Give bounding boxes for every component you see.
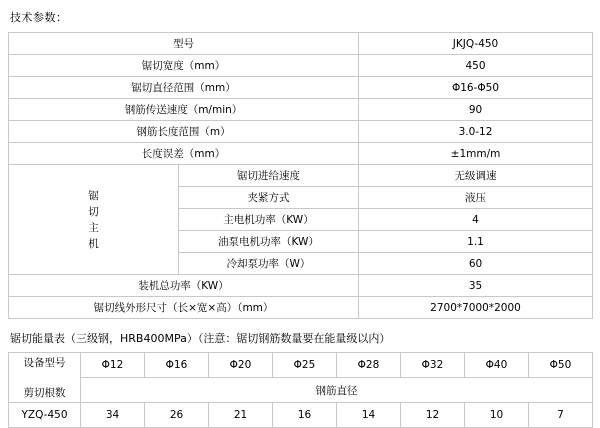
spec-value: 35	[359, 275, 593, 297]
table-row	[9, 143, 593, 165]
energy-diameter-header: Φ12	[81, 353, 145, 378]
spec-label: 长度误差（mm）	[9, 143, 359, 165]
spec-header-model: 型号	[9, 33, 359, 55]
table-row	[9, 121, 593, 143]
energy-count: 12	[401, 403, 465, 428]
spec-label: 冷却泵功率（W）	[179, 253, 359, 275]
table-row	[9, 77, 593, 99]
energy-count: 16	[273, 403, 337, 428]
spec-group-label-text: 锯 切 主 机	[88, 189, 99, 250]
energy-diameter-header: Φ25	[273, 353, 337, 378]
spec-label: 锯切直径范围（mm）	[9, 77, 359, 99]
energy-count: 7	[529, 403, 593, 428]
spec-value: 3.0-12	[359, 121, 593, 143]
spec-value: 450	[359, 55, 593, 77]
table-row	[9, 378, 593, 403]
spec-label: 锯切宽度（mm）	[9, 55, 359, 77]
energy-corner-mid: 剪切根数	[23, 387, 66, 399]
spec-label: 钢筋长度范围（m）	[9, 121, 359, 143]
energy-diameter-header: Φ40	[465, 353, 529, 378]
section-title: 技术参数：	[10, 11, 68, 24]
table-row	[9, 99, 593, 121]
spec-label: 油泵电机功率（KW）	[179, 231, 359, 253]
energy-count: 26	[145, 403, 209, 428]
table-row	[9, 55, 593, 77]
energy-model: YZQ-450	[9, 403, 81, 428]
spec-value: 1.1	[359, 231, 593, 253]
table-row	[9, 403, 593, 428]
energy-diameter-header: Φ16	[145, 353, 209, 378]
energy-count: 10	[465, 403, 529, 428]
spec-header-value: JKJQ-450	[359, 33, 593, 55]
spec-label: 钢筋传送速度（m/min）	[9, 99, 359, 121]
energy-subheader: 钢筋直径	[81, 378, 593, 403]
table-row	[9, 297, 593, 319]
table-row	[9, 165, 593, 187]
spec-value: 无级调速	[359, 165, 593, 187]
spec-value: 60	[359, 253, 593, 275]
energy-diameter-header: Φ28	[337, 353, 401, 378]
spec-label: 锯切进给速度	[179, 165, 359, 187]
spec-label: 夹紧方式	[179, 187, 359, 209]
table-row	[9, 275, 593, 297]
energy-note: 锯切能量表（三级钢，HRB400MPa）（注意：锯切钢筋数量要在能量级以内）	[10, 332, 391, 345]
energy-count: 14	[337, 403, 401, 428]
spec-table	[8, 32, 593, 319]
spec-value: 2700*7000*2000	[359, 297, 593, 319]
energy-table	[8, 352, 593, 428]
spec-label: 锯切线外形尺寸（长×宽×高）（mm）	[9, 297, 359, 319]
energy-diameter-header: Φ32	[401, 353, 465, 378]
energy-count: 34	[81, 403, 145, 428]
energy-diameter-header: Φ50	[529, 353, 593, 378]
energy-corner-cell	[9, 353, 81, 403]
spec-value: 4	[359, 209, 593, 231]
spec-value: 90	[359, 99, 593, 121]
table-row-header	[9, 33, 593, 55]
spec-label: 装机总功率（KW）	[9, 275, 359, 297]
energy-diameter-header: Φ20	[209, 353, 273, 378]
spec-value: ±1mm/m	[359, 143, 593, 165]
energy-corner-top: 设备型号	[23, 357, 66, 369]
spec-value: 液压	[359, 187, 593, 209]
spec-group-label	[9, 165, 179, 275]
energy-count: 21	[209, 403, 273, 428]
table-row-header	[9, 353, 593, 378]
spec-value: Φ16-Φ50	[359, 77, 593, 99]
spec-label: 主电机功率（KW）	[179, 209, 359, 231]
